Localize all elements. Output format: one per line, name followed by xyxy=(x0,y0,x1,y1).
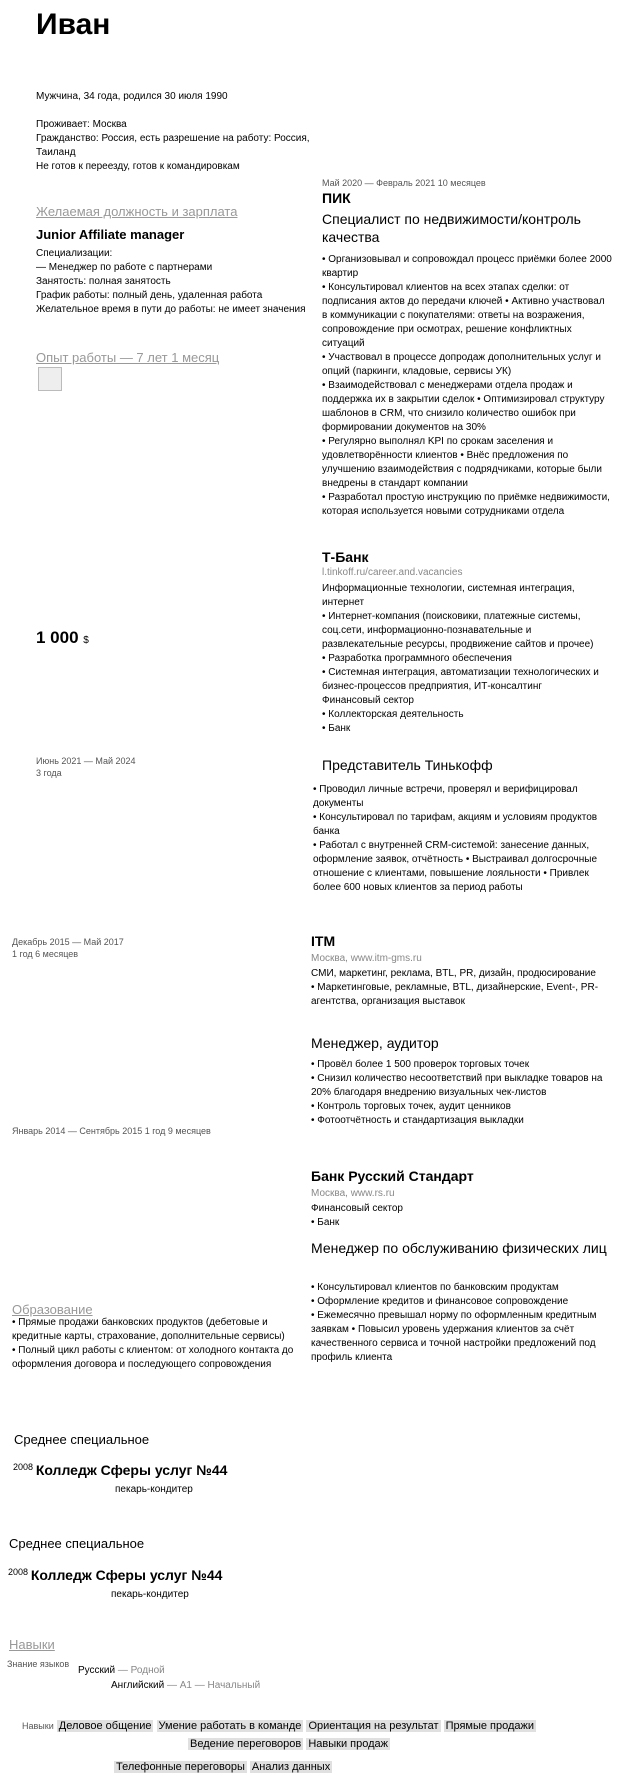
language-name: Английский xyxy=(111,1680,165,1691)
salary xyxy=(36,626,89,650)
experience-section-title: Опыт работы — 7 лет 1 месяц xyxy=(36,350,220,365)
photo-placeholder xyxy=(38,367,62,391)
job4-industry-item: • Банк xyxy=(311,1217,340,1228)
job3-industry-item: СМИ, маркетинг, реклама, BTL, PR, дизайн, продюсирование xyxy=(311,968,596,979)
job3-dates xyxy=(12,937,124,960)
edu2-level: Среднее специальное xyxy=(9,1536,145,1551)
skill-tag: Деловое общение xyxy=(58,1720,152,1732)
employment: Занятость: полная занятость xyxy=(36,276,171,287)
job2-site[interactable]: l.tinkoff.ru/career.and.vacancies xyxy=(322,567,463,578)
job1-period: Май 2020 — Февраль 2021 10 месяцев xyxy=(322,178,486,188)
job2-period: Июнь 2021 — Май 2024 xyxy=(36,756,136,766)
job4-position: Менеджер по обслуживанию физических лиц xyxy=(311,1240,607,1256)
education-section-title: Образование xyxy=(12,1302,93,1317)
skill-tag: Навыки продаж xyxy=(308,1738,388,1750)
skills-label: Навыки xyxy=(22,1721,54,1731)
edu1-school: Колледж Сферы услуг №44 xyxy=(35,1462,228,1478)
job3-bullet: • Снизил количество несоответствий при выкладке товаров на 20% благодаря внедрению визуальных чек-листов xyxy=(311,1073,603,1098)
personal-info xyxy=(36,90,316,174)
resume-name: Иван xyxy=(36,8,111,41)
language-level: — Родной xyxy=(115,1665,165,1676)
job2-industry-item: Информационные технологии, системная интеграция, интернет xyxy=(322,583,575,608)
job1-company: ПИК xyxy=(322,190,351,206)
specializations-label: Специализации: xyxy=(36,248,113,259)
job3-bullet: • Провёл более 1 500 проверок торговых точек xyxy=(311,1059,530,1070)
edu1-entry xyxy=(13,1461,227,1481)
skills-row2 xyxy=(188,1737,390,1752)
job4-industry-item: Финансовый сектор xyxy=(311,1203,403,1214)
language-name: Русский xyxy=(78,1665,116,1676)
desired-position: Junior Affiliate manager xyxy=(36,227,185,242)
personal-citizenship: Гражданство: Россия, есть разрешение на работу: Россия, Таиланд xyxy=(36,133,310,158)
job4-site[interactable]: Москва, www.rs.ru xyxy=(311,1188,395,1199)
commute: Желательное время в пути до работы: не имеет значения xyxy=(36,304,306,315)
job3-bullet: • Фотоотчётность и стандартизация выкладки xyxy=(311,1115,524,1126)
education-bullet: • Прямые продажи банковских продуктов (дебетовые и кредитные карты, страхование, дополнительные сервисы) xyxy=(12,1317,285,1342)
job1-bullet: • Участвовал в процессе допродаж дополнительных услуг и опций (паркинги, кладовые, сервисы УК) xyxy=(322,352,601,377)
job4-bullet: • Консультировал клиентов по банковским продуктам xyxy=(311,1282,559,1293)
edu2-year: 2008 xyxy=(8,1567,29,1577)
job2-position: Представитель Тинькофф xyxy=(322,757,493,773)
job3-period: Декабрь 2015 — Май 2017 xyxy=(12,937,124,947)
skill-tag: Прямые продажи xyxy=(445,1720,535,1732)
job3-position: Менеджер, аудитор xyxy=(311,1035,439,1051)
job3-bullets xyxy=(311,1058,611,1128)
job3-site[interactable]: Москва, www.itm-gms.ru xyxy=(311,953,422,964)
job2-industry-item: • Разработка программного обеспечения xyxy=(322,653,512,664)
job1-bullet: • Организовывал и сопровождал процесс приёмки более 2000 квартир xyxy=(322,254,612,279)
skill-tag: Умение работать в команде xyxy=(158,1720,302,1732)
job2-industry-item: • Интернет-компания (поисковики, платежные системы, соц.сети, информационно-познавательные и развлекательные ресурсы, продвижение сайтов и прочее) xyxy=(322,611,594,650)
job3-duration: 1 год 6 месяцев xyxy=(12,948,79,959)
job4-period: Январь 2014 — Сентябрь 2015 1 год 9 месяцев xyxy=(12,1126,211,1136)
salary-amount: 1 000 xyxy=(36,628,79,647)
personal-basic: Мужчина, 34 года, родился 30 июля 1990 xyxy=(36,91,228,102)
job2-bullet: • Проводил личные встречи, проверял и верифицировал документы xyxy=(313,784,578,809)
job4-industry xyxy=(311,1202,611,1230)
job2-dates xyxy=(36,756,136,779)
salary-currency: $ xyxy=(83,635,89,646)
job2-industry xyxy=(322,582,612,736)
job3-industry xyxy=(311,967,611,1009)
job2-industry-item: • Системная интеграция, автоматизации технологических и бизнес-процессов предприятия, ИТ-консалтинг xyxy=(322,667,599,692)
job1-bullet: • Консультировал клиентов на всех этапах сделки: от подписания актов до передачи ключей • Активно участвовал в коммуникации с покупателями: ответы на возражения, сопровождение при осмотрах, решение конфликтных ситуаций xyxy=(322,282,605,349)
job1-bullets xyxy=(322,253,612,519)
skills-row3 xyxy=(114,1760,332,1775)
skill-tag: Телефонные переговоры xyxy=(116,1761,245,1773)
job1-bullet: • Разработал простую инструкцию по приёмке недвижимости, которая используется новыми сотрудниками отдела xyxy=(322,492,610,517)
personal-relocation: Не готов к переезду, готов к командировкам xyxy=(36,161,240,172)
skills-section-title: Навыки xyxy=(9,1637,55,1652)
job3-bullet: • Контроль торговых точек, аудит ценников xyxy=(311,1101,511,1112)
personal-lives: Проживает: Москва xyxy=(36,119,127,130)
schedule: График работы: полный день, удаленная работа xyxy=(36,290,263,301)
job4-bullets xyxy=(311,1281,611,1365)
skill-tag: Ориентация на результат xyxy=(308,1720,439,1732)
job2-industry-item: Финансовый сектор xyxy=(322,695,414,706)
job1-position: Специалист по недвижимости/контроль качества xyxy=(322,211,581,246)
job2-duration: 3 года xyxy=(36,767,62,778)
language-en xyxy=(111,1679,260,1693)
job2-bullet: • Консультировал по тарифам, акциям и условиям продуктов банка xyxy=(313,812,598,837)
edu1-specialty: пекарь-кондитер xyxy=(115,1484,193,1495)
specialization-item: — Менеджер по работе с партнерами xyxy=(36,262,213,273)
job2-bullet: • Работал с внутренней CRM-системой: занесение данных, оформление заявок, отчётность • Выстраивал долгосрочные отношение с клиентами, повышение лояльности • Привлек более 600 новых клиентов за период работы xyxy=(313,840,597,893)
job4-bullet: • Оформление кредитов и финансовое сопровождение xyxy=(311,1296,569,1307)
desired-details xyxy=(36,247,316,317)
job1-bullet: • Регулярно выполнял KPI по срокам заселения и удовлетворённости клиентов • Внёс предложения по улучшению взаимодействия с подрядчиками, которые были внедрены в стандарт компании xyxy=(322,436,602,489)
edu2-entry xyxy=(8,1566,222,1586)
job2-company: Т-Банк xyxy=(322,549,369,565)
job1-bullet: • Взаимодействовал с менеджерами отдела продаж и поддержка их в закрытии сделок • Оптимизировал структуру шаблонов в CRM, что снизило количество ошибок при формировании документов на 30% xyxy=(322,380,605,433)
edu1-year: 2008 xyxy=(13,1462,34,1472)
skill-tag: Ведение переговоров xyxy=(190,1738,302,1750)
skills-list xyxy=(22,1715,622,1737)
language-level: — A1 — Начальный xyxy=(164,1680,261,1691)
skill-tag: Анализ данных xyxy=(251,1761,331,1773)
job2-industry-item: • Банк xyxy=(322,723,351,734)
education-bullet: • Полный цикл работы с клиентом: от холодного контакта до оформления договора и последующего сопровождения xyxy=(12,1345,294,1370)
job4-bullet: • Ежемесячно превышал норму по оформленным кредитным заявкам • Повысил уровень удержания клиентов за счёт качественного сервиса и точной настройки предложений под профиль клиента xyxy=(311,1310,597,1363)
edu2-specialty: пекарь-кондитер xyxy=(111,1589,189,1600)
job3-industry-item: • Маркетинговые, рекламные, BTL, дизайнерские, Event-, PR-агентства, организация выставок xyxy=(311,982,599,1007)
language-ru xyxy=(78,1664,165,1678)
education-left-bullets xyxy=(12,1316,310,1372)
job3-company: ITM xyxy=(311,933,336,949)
edu2-school: Колледж Сферы услуг №44 xyxy=(30,1567,223,1583)
desired-section-title: Желаемая должность и зарплата xyxy=(36,204,238,219)
job2-industry-item: • Коллекторская деятельность xyxy=(322,709,464,720)
job2-bullets xyxy=(313,783,613,895)
job4-company: Банк Русский Стандарт xyxy=(311,1168,474,1184)
edu1-level: Среднее специальное xyxy=(14,1432,150,1447)
languages-label: Знание языков xyxy=(7,1659,70,1669)
